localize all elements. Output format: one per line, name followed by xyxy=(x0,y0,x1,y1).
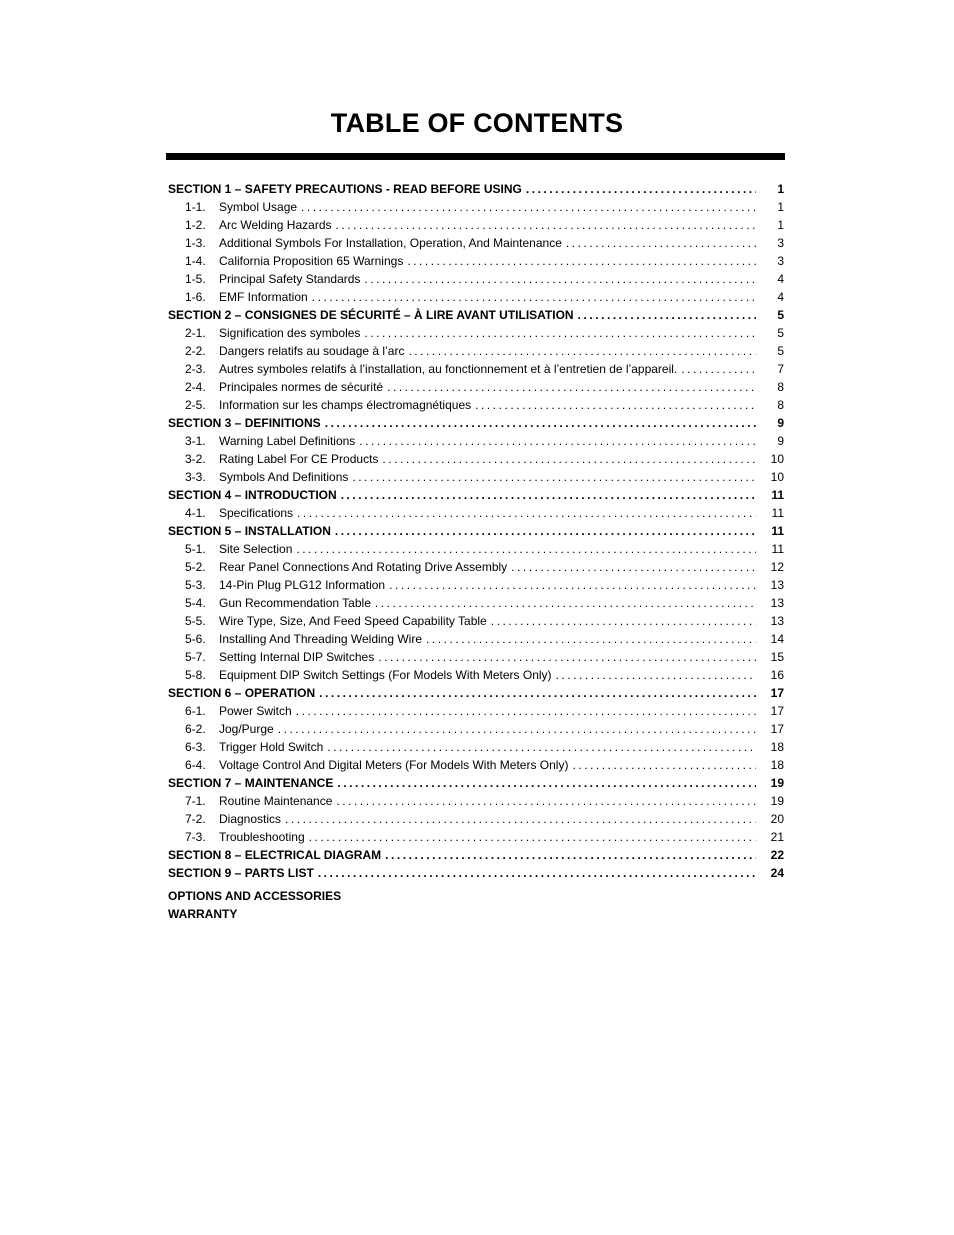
toc-entry-number: 1-1. xyxy=(185,200,206,214)
toc-page-number: 3 xyxy=(777,254,784,268)
toc-entry-label: Gun Recommendation Table xyxy=(219,596,371,610)
toc-page-number: 18 xyxy=(770,740,784,754)
dot-leader xyxy=(389,576,756,594)
toc-section-heading[interactable] xyxy=(168,180,784,198)
toc-entry-label: SECTION 2 – CONSIGNES DE SÉCURITÉ – À LIRE AVANT UTILISATION xyxy=(168,308,574,322)
dot-leader xyxy=(296,702,756,720)
toc-entry[interactable] xyxy=(168,666,784,684)
toc-entry-number: 1-6. xyxy=(185,290,206,304)
toc-entry-number: 5-7. xyxy=(185,650,206,664)
toc-entry-label: EMF Information xyxy=(219,290,308,304)
toc-entry-label: Jog/Purge xyxy=(219,722,274,736)
toc-page-number: 1 xyxy=(777,218,784,232)
toc-entry-number: 5-2. xyxy=(185,560,206,574)
toc-entry[interactable] xyxy=(168,702,784,720)
toc-entry[interactable] xyxy=(168,324,784,342)
toc-entry-label: Dangers relatifs au soudage à l’arc xyxy=(219,344,405,358)
dot-leader xyxy=(491,612,756,630)
dot-leader xyxy=(345,882,756,900)
toc-page-number: 9 xyxy=(777,416,784,430)
toc-entry-label: Principal Safety Standards xyxy=(219,272,361,286)
dot-leader xyxy=(511,558,756,576)
toc-entry-number: 1-4. xyxy=(185,254,206,268)
dot-leader xyxy=(578,306,756,324)
dot-leader xyxy=(296,540,756,558)
dot-leader xyxy=(426,630,756,648)
toc-page-number: 5 xyxy=(777,326,784,340)
dot-leader xyxy=(278,720,756,738)
toc-entry-number: 2-4. xyxy=(185,380,206,394)
toc-entry-label: Symbols And Definitions xyxy=(219,470,349,484)
dot-leader xyxy=(387,378,756,396)
toc-entry[interactable] xyxy=(168,756,784,774)
dot-leader xyxy=(309,828,756,846)
toc-entry-number: 5-5. xyxy=(185,614,206,628)
toc-entry-number: 4-1. xyxy=(185,506,206,520)
toc-entry[interactable] xyxy=(168,198,784,216)
toc-page-number: 17 xyxy=(770,722,784,736)
toc-entry-label: Routine Maintenance xyxy=(219,794,333,808)
toc-page-number: 20 xyxy=(770,812,784,826)
toc-entry-label: SECTION 7 – MAINTENANCE xyxy=(168,776,334,790)
toc-page-number: 4 xyxy=(777,272,784,286)
toc-entry-number: 7-2. xyxy=(185,812,206,826)
toc-page-number: 17 xyxy=(770,686,784,700)
dot-leader xyxy=(241,900,756,918)
toc-entry-number: 5-4. xyxy=(185,596,206,610)
toc-entry-label: Rear Panel Connections And Rotating Drive Assembly xyxy=(219,560,508,574)
toc-entry[interactable] xyxy=(168,828,784,846)
toc-entry[interactable] xyxy=(168,738,784,756)
toc-entry-label: Rating Label For CE Products xyxy=(219,452,379,466)
toc-entry-number: 5-6. xyxy=(185,632,206,646)
toc-entry-label: Additional Symbols For Installation, Operation, And Maintenance xyxy=(219,236,562,250)
toc-entry-number: 5-3. xyxy=(185,578,206,592)
dot-leader xyxy=(285,810,756,828)
toc-page-number: 11 xyxy=(771,542,784,556)
toc-section-heading[interactable] xyxy=(168,864,784,882)
toc-page-number: 13 xyxy=(770,614,784,628)
toc-section-heading[interactable] xyxy=(168,684,784,702)
toc-entry[interactable] xyxy=(168,468,784,486)
toc-page-number: 19 xyxy=(770,776,784,790)
toc-entry-label: SECTION 4 – INTRODUCTION xyxy=(168,488,337,502)
toc-entry[interactable] xyxy=(168,594,784,612)
toc-section-heading[interactable] xyxy=(168,846,784,864)
dot-leader xyxy=(319,684,756,702)
toc-entry[interactable] xyxy=(168,612,784,630)
toc-page-number: 16 xyxy=(770,668,784,682)
toc-entry-label: Warning Label Definitions xyxy=(219,434,356,448)
toc-section-heading[interactable] xyxy=(168,882,784,900)
toc-page-number: 9 xyxy=(777,434,784,448)
toc-entry-label: SECTION 8 – ELECTRICAL DIAGRAM xyxy=(168,848,382,862)
dot-leader xyxy=(566,234,756,252)
dot-leader xyxy=(378,648,756,666)
toc-entry[interactable] xyxy=(168,450,784,468)
toc-entry[interactable] xyxy=(168,288,784,306)
toc-entry-label: SECTION 1 – SAFETY PRECAUTIONS - READ BEFORE USING xyxy=(168,182,522,196)
toc-page-number: 10 xyxy=(770,470,784,484)
dot-leader xyxy=(336,792,756,810)
toc-entry[interactable] xyxy=(168,252,784,270)
title-rule xyxy=(166,153,785,160)
toc-entry[interactable] xyxy=(168,396,784,414)
toc-section-heading[interactable] xyxy=(168,522,784,540)
toc-entry-number: 2-2. xyxy=(185,344,206,358)
dot-leader xyxy=(327,738,756,756)
dot-leader xyxy=(364,324,756,342)
toc-page-number: 14 xyxy=(770,632,784,646)
toc-page-number: 24 xyxy=(770,866,784,880)
dot-leader xyxy=(341,486,756,504)
toc-entry-number: 6-2. xyxy=(185,722,206,736)
toc-entry-number: 2-1. xyxy=(185,326,206,340)
toc-entry-label: Equipment DIP Switch Settings (For Models With Meters Only) xyxy=(219,668,552,682)
toc-entry-number: 6-3. xyxy=(185,740,206,754)
toc-page-number: 8 xyxy=(777,380,784,394)
toc-entry-number: 6-4. xyxy=(185,758,206,772)
toc-entry-label: Voltage Control And Digital Meters (For Models With Meters Only) xyxy=(219,758,569,772)
toc-section-heading[interactable] xyxy=(168,414,784,432)
toc-entry-label: Specifications xyxy=(219,506,294,520)
toc-entry-number: 6-1. xyxy=(185,704,206,718)
page-title: TABLE OF CONTENTS xyxy=(330,108,624,138)
dot-leader xyxy=(335,522,756,540)
dot-leader xyxy=(337,774,756,792)
toc-entry[interactable] xyxy=(168,378,784,396)
dot-leader xyxy=(407,252,756,270)
dot-leader xyxy=(364,270,756,288)
dot-leader xyxy=(301,198,756,216)
toc-entry[interactable] xyxy=(168,540,784,558)
toc-entry[interactable] xyxy=(168,720,784,738)
toc-entry-number: 5-8. xyxy=(185,668,206,682)
toc-entry-label: Principales normes de sécurité xyxy=(219,380,384,394)
dot-leader xyxy=(325,414,756,432)
toc-page-number: 11 xyxy=(771,488,784,502)
toc-entry-number: 5-1. xyxy=(185,542,206,556)
toc-entry-label: California Proposition 65 Warnings xyxy=(219,254,404,268)
toc-entry-number: 2-5. xyxy=(185,398,206,412)
dot-leader xyxy=(385,846,756,864)
toc-entry-number: 3-1. xyxy=(185,434,206,448)
toc-page-number: 18 xyxy=(770,758,784,772)
toc-entry-number: 3-2. xyxy=(185,452,206,466)
toc-entry-label: Arc Welding Hazards xyxy=(219,218,332,232)
toc-entry-label: 14-Pin Plug PLG12 Information xyxy=(219,578,386,592)
toc-entry-label: Signification des symboles xyxy=(219,326,361,340)
toc-entry-label: OPTIONS AND ACCESSORIES xyxy=(168,889,342,900)
toc-entry-number: 2-3. xyxy=(185,362,206,376)
toc-entry[interactable] xyxy=(168,504,784,522)
toc-page-number: 22 xyxy=(770,848,784,862)
dot-leader xyxy=(382,450,756,468)
toc-entry[interactable] xyxy=(168,234,784,252)
toc-entry-number: 7-3. xyxy=(185,830,206,844)
dot-leader xyxy=(352,468,756,486)
dot-leader xyxy=(475,396,756,414)
toc-entry[interactable] xyxy=(168,270,784,288)
toc-page-number: 7 xyxy=(777,362,784,376)
table-of-contents xyxy=(168,180,784,918)
dot-leader xyxy=(556,666,756,684)
dot-leader xyxy=(526,180,756,198)
toc-page-number: 13 xyxy=(770,578,784,592)
toc-section-heading[interactable] xyxy=(168,486,784,504)
toc-entry-label: WARRANTY xyxy=(168,907,238,918)
toc-entry-number: 1-2. xyxy=(185,218,206,232)
toc-page-number: 11 xyxy=(771,506,784,520)
toc-page-number: 19 xyxy=(770,794,784,808)
toc-entry-label: SECTION 6 – OPERATION xyxy=(168,686,316,700)
dot-leader xyxy=(408,342,756,360)
toc-page-number: 5 xyxy=(777,308,784,322)
toc-entry[interactable] xyxy=(168,342,784,360)
toc-entry[interactable] xyxy=(168,432,784,450)
toc-entry-label: Troubleshooting xyxy=(219,830,305,844)
toc-page-number: 1 xyxy=(777,200,784,214)
toc-page-number: 10 xyxy=(770,452,784,466)
toc-page-number: 4 xyxy=(777,290,784,304)
toc-entry-label: Diagnostics xyxy=(219,812,282,826)
toc-page-number: 1 xyxy=(777,182,784,196)
toc-entry-label: Wire Type, Size, And Feed Speed Capability Table xyxy=(219,614,487,628)
toc-entry[interactable] xyxy=(168,648,784,666)
toc-page-number: 17 xyxy=(770,704,784,718)
toc-entry-label: SECTION 5 – INSTALLATION xyxy=(168,524,331,538)
toc-page-number: 21 xyxy=(770,830,784,844)
toc-page-number: 13 xyxy=(770,596,784,610)
dot-leader xyxy=(312,288,756,306)
dot-leader xyxy=(297,504,756,522)
dot-leader xyxy=(336,216,757,234)
dot-leader xyxy=(572,756,756,774)
dot-leader xyxy=(375,594,756,612)
toc-entry-label: Setting Internal DIP Switches xyxy=(219,650,375,664)
toc-entry-number: 1-5. xyxy=(185,272,206,286)
toc-entry[interactable] xyxy=(168,792,784,810)
toc-entry-number: 1-3. xyxy=(185,236,206,250)
toc-entry[interactable] xyxy=(168,630,784,648)
toc-entry-label: Site Selection xyxy=(219,542,293,556)
toc-entry-number: 3-3. xyxy=(185,470,206,484)
toc-entry-label: SECTION 9 – PARTS LIST xyxy=(168,866,314,880)
toc-section-heading[interactable] xyxy=(168,900,784,918)
toc-entry-label: Symbol Usage xyxy=(219,200,298,214)
dot-leader xyxy=(318,864,756,882)
toc-section-heading[interactable] xyxy=(168,306,784,324)
toc-entry-label: Autres symboles relatifs à l’installation, au fonctionnement et à l’entretien de l’appareil. xyxy=(219,362,678,376)
toc-entry[interactable] xyxy=(168,360,784,378)
dot-leader xyxy=(681,360,756,378)
toc-entry-label: Installing And Threading Welding Wire xyxy=(219,632,423,646)
toc-entry-label: Information sur les champs électromagnétiques xyxy=(219,398,472,412)
toc-page-number: 12 xyxy=(770,560,784,574)
toc-page-number: 15 xyxy=(770,650,784,664)
toc-entry[interactable] xyxy=(168,576,784,594)
toc-page-number: 11 xyxy=(771,524,784,538)
toc-page-number: 5 xyxy=(777,344,784,358)
toc-page-number: 3 xyxy=(777,236,784,250)
toc-entry-label: Power Switch xyxy=(219,704,292,718)
toc-entry-number: 7-1. xyxy=(185,794,206,808)
toc-page-number: 8 xyxy=(777,398,784,412)
toc-entry[interactable] xyxy=(168,558,784,576)
toc-section-heading[interactable] xyxy=(168,774,784,792)
toc-entry[interactable] xyxy=(168,810,784,828)
dot-leader xyxy=(359,432,756,450)
toc-entry-label: SECTION 3 – DEFINITIONS xyxy=(168,416,321,430)
toc-entry-label: Trigger Hold Switch xyxy=(219,740,324,754)
toc-entry[interactable] xyxy=(168,216,784,234)
